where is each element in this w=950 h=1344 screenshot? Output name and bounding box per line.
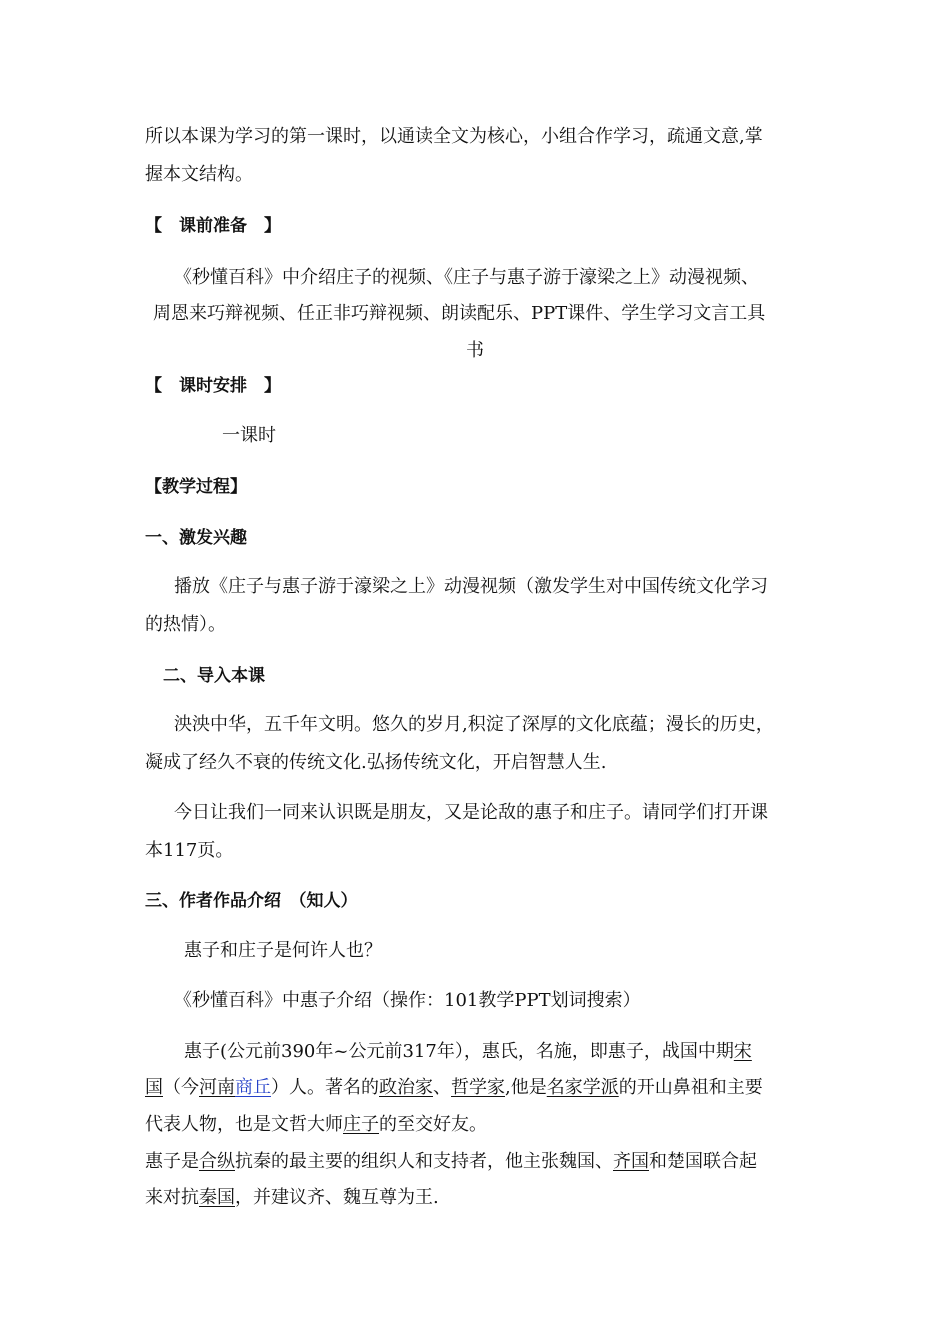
bio-line-1 [184, 1040, 752, 1064]
link-qi-state[interactable]: 齐国 [613, 1151, 649, 1172]
section-3-source: 《秒懂百科》中惠子介绍（操作：101教学PPT划词搜索） [174, 990, 641, 1011]
bio-text: ,他是 [505, 1077, 547, 1098]
bio-text: （今 [163, 1077, 199, 1098]
bio2-text: ，并建议齐、魏互尊为王. [235, 1187, 439, 1208]
section-2-p1-line-2: 凝成了经久不衰的传统文化.弘扬传统文化，开启智慧人生. [145, 752, 607, 773]
prep-line-3: 书 [466, 340, 484, 361]
prep-line-2: 周恩来巧辩视频、任正非巧辩视频、朗读配乐、PPT课件、学生学习文言工具 [153, 303, 766, 324]
section-2-p2-line-2: 本117页。 [145, 840, 234, 861]
link-henan[interactable]: 河南 [199, 1077, 235, 1098]
section-3-question: 惠子和庄子是何许人也？ [184, 940, 382, 961]
link-shangqiu[interactable]: 商丘 [235, 1077, 271, 1098]
link-hezong[interactable]: 合纵 [199, 1151, 235, 1172]
bio-text: 代表人物，也是文哲大师 [145, 1114, 343, 1135]
link-philosopher[interactable]: 哲学家 [451, 1077, 505, 1098]
link-guo[interactable]: 国 [145, 1077, 163, 1098]
bio-text: 惠子(公元前390年~公元前317年），惠氏，名施，即惠子，战国中期 [184, 1041, 734, 1062]
section-2-heading: 二、导入本课 [163, 666, 265, 686]
bio-text: ）人。著名的 [271, 1077, 379, 1098]
bio-line-3 [145, 1113, 487, 1137]
bio2-line-2 [145, 1186, 439, 1210]
bio2-text: 抗秦的最主要的组织人和支持者，他主张魏国、 [235, 1151, 613, 1172]
bio-text: 、 [433, 1077, 451, 1098]
link-school-of-names[interactable]: 名家学派 [546, 1077, 619, 1098]
schedule-heading: 【 课时安排 】 [145, 376, 281, 396]
bio2-text: 来对抗 [145, 1187, 199, 1208]
link-politician[interactable]: 政治家 [379, 1077, 433, 1098]
section-2-p1-line-1: 泱泱中华，五千年文明。悠久的岁月,积淀了深厚的文化底蕴；漫长的历史， [174, 714, 774, 735]
bio-text: 的开山鼻祖和主要 [618, 1077, 763, 1098]
section-1-line-2: 的热情）。 [145, 614, 226, 635]
prep-heading: 【 课前准备 】 [145, 216, 281, 236]
intro-line-2: 握本文结构。 [145, 164, 253, 185]
link-song[interactable]: 宋 [733, 1041, 752, 1062]
intro-line-1: 所以本课为学习的第一课时，以通读全文为核心，小组合作学习，疏通文意,掌 [145, 126, 763, 147]
bio2-line-1 [145, 1150, 757, 1174]
bio-text: 的至交好友。 [379, 1114, 487, 1135]
link-qin-state[interactable]: 秦国 [199, 1187, 235, 1208]
link-zhuangzi[interactable]: 庄子 [343, 1114, 379, 1135]
process-heading: 【教学过程】 [145, 477, 247, 497]
section-1-heading: 一、激发兴趣 [145, 528, 247, 548]
schedule-text: 一课时 [222, 425, 276, 446]
bio-line-2 [145, 1076, 763, 1100]
section-2-p2-line-1: 今日让我们一同来认识既是朋友，又是论敌的惠子和庄子。请同学们打开课 [174, 802, 768, 823]
section-3-heading: 三、作者作品介绍 （知人） [145, 891, 358, 911]
prep-line-1: 《秒懂百科》中介绍庄子的视频、《庄子与惠子游于濠梁之上》动漫视频、 [174, 267, 759, 288]
bio2-text: 惠子是 [145, 1151, 199, 1172]
section-1-line-1: 播放《庄子与惠子游于濠梁之上》动漫视频（激发学生对中国传统文化学习 [174, 576, 768, 597]
bio2-text: 和楚国联合起 [649, 1151, 757, 1172]
